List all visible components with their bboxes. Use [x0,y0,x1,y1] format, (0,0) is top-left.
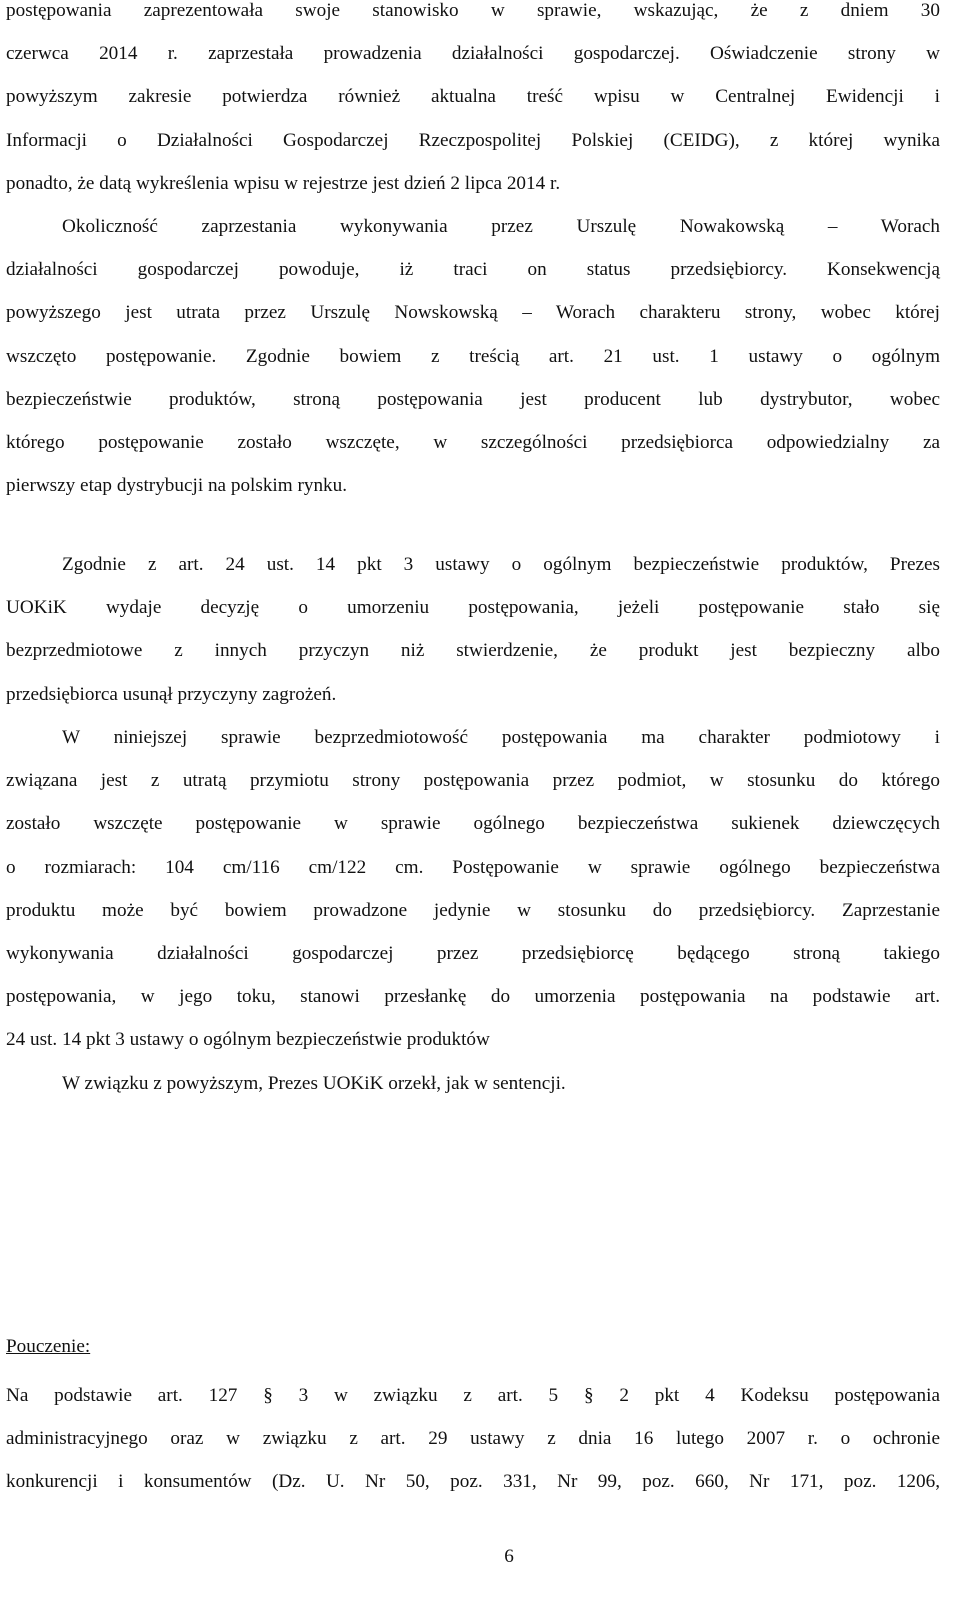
text-line: zostało wszczęte postępowanie w sprawie ogólnego bezpieczeństwa sukienek dziewczęcych [6,813,940,835]
paragraph-pouczenie [6,1374,940,1504]
text-line: ponadto, że datą wykreślenia wpisu w rejestrze jest dzień 2 lipca 2014 r. [6,172,561,194]
text-line: konkurencji i konsumentów (Dz. U. Nr 50, poz. 331, Nr 99, poz. 660, Nr 171, poz. 1206, [6,1471,940,1493]
paragraph-continuation [6,0,940,205]
text-line: związana jest z utratą przymiotu strony postępowania przez podmiot, w stosunku do którego [6,770,940,792]
text-line: 24 ust. 14 pkt 3 ustawy o ogólnym bezpieczeństwie produktów [6,1029,490,1051]
text-line: W związku z powyższym, Prezes UOKiK orzekł, jak w sentencji. [62,1073,566,1094]
text-line: wszczęto postępowanie. Zgodnie bowiem z treścią art. 21 ust. 1 ustawy o ogólnym [6,345,940,367]
text-line: postępowania zaprezentowała swoje stanowisko w sprawie, wskazując, że z dniem 30 [6,0,940,21]
text-line: bezprzedmiotowe z innych przyczyn niż stwierdzenie, że produkt jest bezpieczny albo [6,640,940,662]
text-line: bezpieczeństwie produktów, stroną postępowania jest producent lub dystrybutor, wobec [6,388,940,410]
paragraph-legal-basis [6,543,940,716]
text-line: o rozmiarach: 104 cm/116 cm/122 cm. Postępowanie w sprawie ogólnego bezpieczeństwa [6,856,940,878]
text-line: pierwszy etap dystrybucji na polskim rynku. [6,475,348,497]
paragraph-case-analysis [6,716,940,1062]
text-line: W niniejszej sprawie bezprzedmiotowość postępowania ma charakter podmiotowy i [62,727,940,748]
text-line: powyższym zakresie potwierdza również aktualna treść wpisu w Centralnej Ewidencji i [6,86,940,108]
text-line: którego postępowanie zostało wszczęte, w szczególności przedsiębiorca odpowiedzialny za [6,431,940,453]
text-line: czerwca 2014 r. zaprzestała prowadzenia działalności gospodarczej. Oświadczenie strony w [6,43,940,65]
pouczenie-heading [6,1325,940,1368]
text-line: Zgodnie z art. 24 ust. 14 pkt 3 ustawy o ogólnym bezpieczeństwie produktów, Prezes [62,554,940,575]
text-line: postępowania, w jego toku, stanowi przesłankę do umorzenia postępowania na podstawie art. [6,986,940,1008]
page-number: 6 [504,1546,514,1567]
paragraph-conclusion [6,1062,940,1105]
paragraph-status-loss [6,205,940,507]
text-line: przedsiębiorca usunął przyczyny zagrożeń. [6,683,337,705]
text-line: Okoliczność zaprzestania wykonywania przez Urszulę Nowakowską – Worach [62,216,940,237]
text-line: administracyjnego oraz w związku z art. 29 ustawy z dnia 16 lutego 2007 r. o ochronie [6,1428,940,1450]
text-line: powyższego jest utrata przez Urszulę Nowskowską – Worach charakteru strony, wobec której [6,302,940,324]
text-line: Na podstawie art. 127 § 3 w związku z art. 5 § 2 pkt 4 Kodeksu postępowania [6,1385,940,1406]
text-line: produktu może być bowiem prowadzone jedynie w stosunku do przedsiębiorcy. Zaprzestanie [6,899,940,921]
text-line: działalności gospodarczej powoduje, iż traci on status przedsiębiorcy. Konsekwencją [6,259,940,281]
text-line: Informacji o Działalności Gospodarczej Rzeczpospolitej Polskiej (CEIDG), z której wynika [6,129,940,151]
text-line: UOKiK wydaje decyzję o umorzeniu postępowania, jeżeli postępowanie stało się [6,597,940,619]
text-line: wykonywania działalności gospodarczej przez przedsiębiorcę będącego stroną takiego [6,942,940,964]
section-heading: Pouczenie: [6,1336,91,1357]
